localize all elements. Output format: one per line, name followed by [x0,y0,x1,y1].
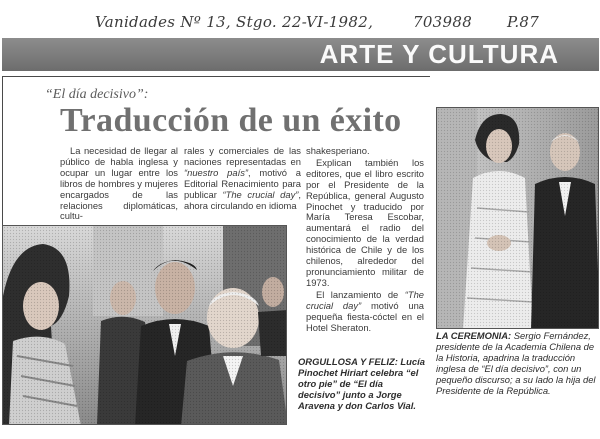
section-title: ARTE Y CULTURA [319,39,559,69]
text-run-italic: “nuestro país” [184,166,249,178]
caption-ceremony-text: Sergio Fernández, presidente de la Academia Chilena de la Historia, apadrina la traducción inglesa de “El día decisivo”, con un pequeño discurso; a su lado la hija del Presidente de la República. [436,330,596,396]
handwritten-publication: Vanidades Nº 13, Stgo. 22-VI-1982, [95,13,374,31]
text-run: motivó una pequeña fiesta-cóctel en el Hotel Sheraton. [306,299,424,333]
text-run: rales y comerciales de las naciones representadas en [184,145,301,167]
article-headline: Traducción de un éxito [60,102,402,139]
column-1-paragraph: La necesidad de llegar al público de habla inglesa y ocupar un lugar entre los libros de hombres y mujeres encargados de las relaciones diplomáticas, cultu- [60,145,178,222]
column-3-lead: shakesperiano. [306,145,370,156]
handwritten-note [95,13,540,41]
photo-reception-illustration [3,226,287,425]
caption-reception-lead: ORGULLOSA Y FELIZ: [298,356,398,367]
text-run: , motivó a Editorial Renacimiento para publicar [184,166,301,200]
article-column-1 [60,146,178,222]
handwritten-catalog-number: 703988 [413,13,473,31]
column-2-paragraph [184,146,301,211]
text-run-italic: “The crucial day” [306,288,424,311]
article-column-2 [184,146,301,211]
column-3-paragraph-3 [306,290,424,334]
caption-ceremony [436,331,598,396]
text-run-italic: “The crucial day” [222,188,299,200]
photo-ceremony [436,107,599,329]
caption-reception [298,357,426,412]
caption-ceremony-lead: LA CEREMONIA: [436,330,512,341]
article-kicker: “El día decisivo”: [45,87,149,102]
text-run: , ahora circulando en idioma [184,188,301,211]
caption-reception-text: Lucía Pinochet Hiriart celebra “el otro pie” de “El día decisivo” junto a Jorge Aravena y don Carlos Vial. [298,356,425,411]
top-border-rule [2,76,430,77]
handwritten-page: P.87 [507,13,540,31]
column-3-paragraph-2: Explican también los editores, que el libro escrito por el Presidente de la República, general Augusto Pinochet y traducido por María Teresa Escobar, aumentará el radio del conocimiento de la verdad histórica de Chile y de los chilenos, alrededor del pronunciamiento militar de 1973. [306,156,424,288]
section-banner [2,38,599,71]
photo-ceremony-illustration [437,108,599,329]
article-column-3 [306,146,424,333]
text-run: El lanzamiento de [316,288,405,300]
photo-reception-group [2,225,287,425]
